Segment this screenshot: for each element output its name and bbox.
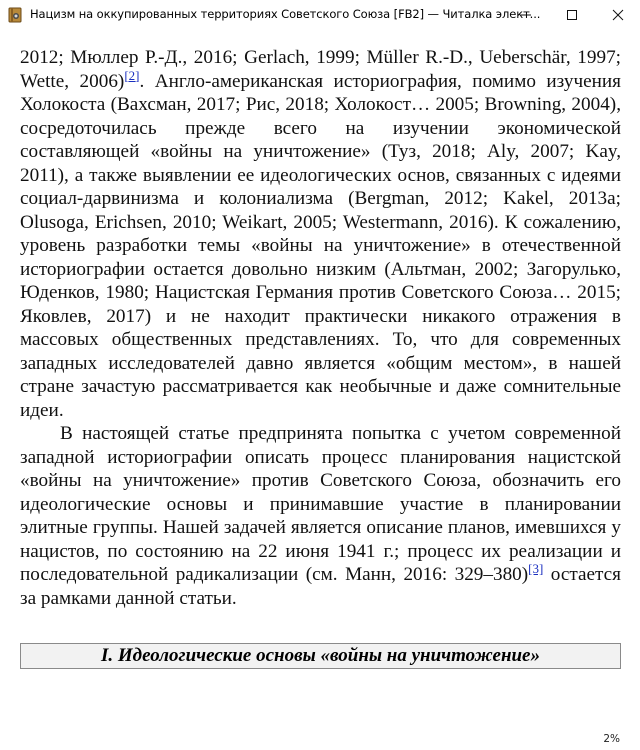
paragraph-2-text-b: остается за рамками данной статьи.	[20, 564, 622, 609]
paragraph-1-text-b: . Англо-американская историография, помимо изучения Холокоста (Вахсман, 2017; Рис, 2018; Холокост… 2005; Browning, 2004), сосредоточилась прежде всего на изучении экономической составляющей «войны на уничтожение» (Туз, 2018; Aly, 2007; Kay, 2011), а также выявлении ее идеологических основ, связанных с идеями социал-дарвинизма и колониализма (Bergman, 2012; Kakel, 2013a; Olusoga, Erichsen, 2010; Weikart, 2005; Westermann, 2016). К сожалению, уровень разработки темы «войны на уничтожение» в отечественной историографии остается довольно низким (Альтман, 2002; Загорулько, Юденков, 1980; Нацистская Германия против Советского Союза… 2015; Яковлев, 2017) и не находит практически никакого отражения в массовых общественных представлениях. То, что для современных западных исследователей давно является «общим местом», в нашей стране зачастую рассматривается как необычные и даже сомнительные идеи.	[20, 70, 621, 421]
window-title: Нацизм на оккупированных территориях Советского Союза [FB2] — Читалка элект...	[30, 7, 541, 21]
minimize-icon	[520, 9, 532, 21]
maximize-button[interactable]	[549, 0, 595, 30]
book-reader-icon	[8, 7, 22, 23]
close-icon	[612, 9, 624, 21]
title-bar[interactable]	[0, 0, 640, 30]
section-heading-box	[20, 643, 621, 669]
paragraph-2	[20, 422, 621, 610]
minimize-button[interactable]	[503, 0, 549, 30]
section-heading: I. Идеологические основы «войны на уничтожение»	[101, 645, 540, 666]
paragraph-1	[20, 46, 621, 422]
close-button[interactable]	[595, 0, 640, 30]
reader-content	[20, 46, 621, 610]
paragraph-1-text-a: 2012; Мюллер Р.-Д., 2016; Gerlach, 1999; Müller R.-D., Ueberschär, 1997; Wette, 2006)	[20, 47, 621, 92]
paragraph-2-text-a: В настоящей статье предпринята попытка с учетом современной западной историографии описать процесс планирования нацистской «войны на уничтожение» против Советского Союза, обозначить его идеологические основы и принимавшие участие в планировании элитные группы. Нашей задачей является описание планов, имевшихся у нацистов, по состоянию на 22 июня 1941 г.; процесс их реализации и последовательной радикализации (см. Манн, 2016: 329–380)	[20, 423, 621, 585]
footnote-link-2[interactable]: [2]	[124, 67, 140, 83]
footnote-link-3[interactable]: [3]	[528, 561, 544, 576]
reading-progress: 2%	[603, 733, 620, 745]
maximize-icon	[566, 9, 578, 21]
